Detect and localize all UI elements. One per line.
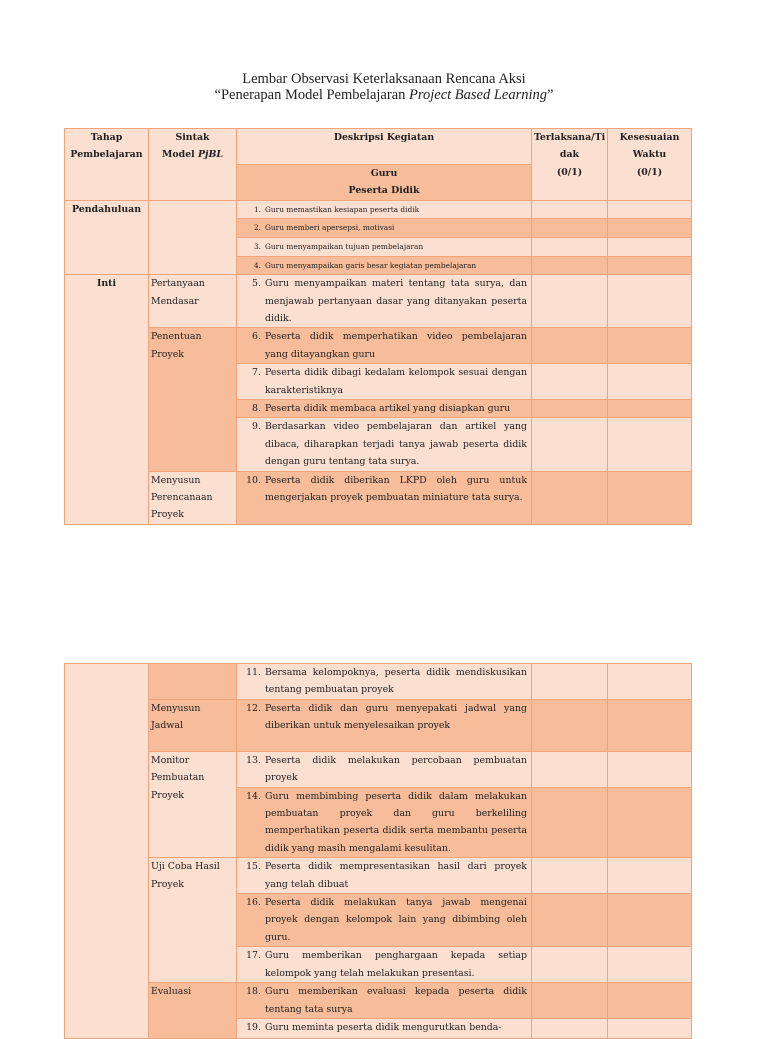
activity-row: 15. Peserta didik mempresentasikan hasil dari proyek yang telah dibuat [237, 858, 532, 894]
activity-row: 10. Peserta didik diberikan LKPD oleh guru untuk mengerjakan proyek pembuatan miniature tata surya. [237, 471, 532, 524]
activity-row: 9. Berdasarkan video pembelajaran dan artikel yang dibaca, diharapkan terjadi tanya jawab peserta didik dengan guru tentang tata surya. [237, 418, 532, 471]
activity-row: 12. Peserta didik dan guru menyepakati jadwal yang diberikan untuk menyelesaikan proyek [237, 699, 532, 751]
activity-row: 6. Peserta didik memperhatikan video pembelajaran yang ditayangkan guru [237, 328, 532, 364]
activity-row: 3. Guru menyampaikan tujuan pembelajaran [237, 238, 532, 257]
activity-row: 16. Peserta didik melakukan tanya jawab mengenai proyek dengan kelompok lain yang dibimbing oleh guru. [237, 894, 532, 947]
check-cell[interactable] [532, 751, 608, 787]
check-cell[interactable] [608, 256, 692, 275]
check-cell[interactable] [532, 1018, 608, 1038]
activity-row: 17. Guru memberikan penghargaan kepada setiap kelompok yang telah melakukan presentasi. [237, 947, 532, 983]
activity-row: 18. Guru memberikan evaluasi kepada peserta didik tentang tata surya [237, 983, 532, 1019]
check-cell[interactable] [608, 894, 692, 947]
sintak-menyusun-jadwal: Menyusun Jadwal [149, 699, 237, 751]
activity-row: 19. Guru meminta peserta didik mengurutkan benda- [237, 1018, 532, 1038]
check-cell[interactable] [608, 400, 692, 418]
check-cell[interactable] [532, 275, 608, 328]
observation-table-1 [64, 128, 692, 525]
check-cell[interactable] [608, 418, 692, 471]
subtitle-prefix: “Penerapan Model Pembelajaran [214, 87, 410, 103]
check-cell[interactable] [532, 787, 608, 858]
header-deskripsi: Deskripsi Kegiatan [237, 129, 532, 165]
check-cell[interactable] [532, 699, 608, 751]
check-cell[interactable] [608, 200, 692, 219]
check-cell[interactable] [532, 200, 608, 219]
activity-row: 14. Guru membimbing peserta didik dalam melakukan pembuatan proyek dan guru berkeliling memperhatikan peserta didik serta membantu peserta didik yang masih mengalami kesulitan. [237, 787, 532, 858]
activity-row: 2. Guru memberi apersepsi, motivasi [237, 219, 532, 238]
check-cell[interactable] [608, 983, 692, 1019]
check-cell[interactable] [608, 664, 692, 700]
check-cell[interactable] [608, 699, 692, 751]
check-cell[interactable] [532, 418, 608, 471]
activity-row: 1. Guru memastikan kesiapan peserta didik [237, 200, 532, 219]
activity-row: 8. Peserta didik membaca artikel yang disiapkan guru [237, 400, 532, 418]
check-cell[interactable] [532, 983, 608, 1019]
sintak-monitor: Monitor Pembuatan Proyek [149, 751, 237, 857]
check-cell[interactable] [532, 947, 608, 983]
page-subtitle [0, 87, 768, 103]
check-cell[interactable] [532, 364, 608, 400]
check-cell[interactable] [608, 471, 692, 524]
check-cell[interactable] [532, 664, 608, 700]
observation-table-2 [64, 663, 692, 1039]
stage-pendahuluan: Pendahuluan [65, 200, 149, 274]
check-cell[interactable] [608, 947, 692, 983]
activity-row: 7. Peserta didik dibagi kedalam kelompok sesuai dengan karakteristiknya [237, 364, 532, 400]
sintak-penentuan: Penentuan Proyek [149, 328, 237, 471]
stage-inti: Inti [65, 275, 149, 525]
sintak-uji-coba: Uji Coba Hasil Proyek [149, 858, 237, 983]
sintak-empty [149, 664, 237, 700]
check-cell[interactable] [608, 219, 692, 238]
sintak-pertanyaan: Pertanyaan Mendasar [149, 275, 237, 328]
sintak-empty [149, 200, 237, 274]
check-cell[interactable] [532, 400, 608, 418]
header-sintak: Sintak Model PjBL [149, 129, 237, 201]
header-guru-peserta: Guru Peserta Didik [237, 165, 532, 201]
check-cell[interactable] [608, 751, 692, 787]
sintak-menyusun-perencanaan: Menyusun Perencanaan Proyek [149, 471, 237, 524]
activity-row: 5. Guru menyampaikan materi tentang tata surya, dan menjawab pertanyaan dasar yang ditanyakan peserta didik. [237, 275, 532, 328]
header-terlaksana: Terlaksana/Ti dak (0/1) [532, 129, 608, 201]
subtitle-italic: Project Based Learning [409, 87, 548, 103]
check-cell[interactable] [532, 328, 608, 364]
check-cell[interactable] [532, 238, 608, 257]
check-cell[interactable] [532, 858, 608, 894]
sintak-evaluasi: Evaluasi [149, 983, 237, 1039]
activity-row: 11. Bersama kelompoknya, peserta didik mendiskusikan tentang pembuatan proyek [237, 664, 532, 700]
check-cell[interactable] [532, 894, 608, 947]
check-cell[interactable] [532, 471, 608, 524]
check-cell[interactable] [608, 238, 692, 257]
check-cell[interactable] [608, 328, 692, 364]
check-cell[interactable] [608, 364, 692, 400]
check-cell[interactable] [608, 858, 692, 894]
header-tahap: Tahap Pembelajaran [65, 129, 149, 201]
check-cell[interactable] [608, 275, 692, 328]
stage-empty [65, 664, 149, 1039]
check-cell[interactable] [608, 1018, 692, 1038]
subtitle-suffix: ” [547, 87, 554, 103]
activity-row: 4. Guru menyampaikan garis besar kegiatan pembelajaran [237, 256, 532, 275]
header-kesesuaian: Kesesuaian Waktu (0/1) [608, 129, 692, 201]
check-cell[interactable] [532, 256, 608, 275]
activity-row: 13. Peserta didik melakukan percobaan pembuatan proyek [237, 751, 532, 787]
check-cell[interactable] [532, 219, 608, 238]
check-cell[interactable] [608, 787, 692, 858]
page-title: Lembar Observasi Keterlaksanaan Rencana Aksi [242, 71, 526, 87]
